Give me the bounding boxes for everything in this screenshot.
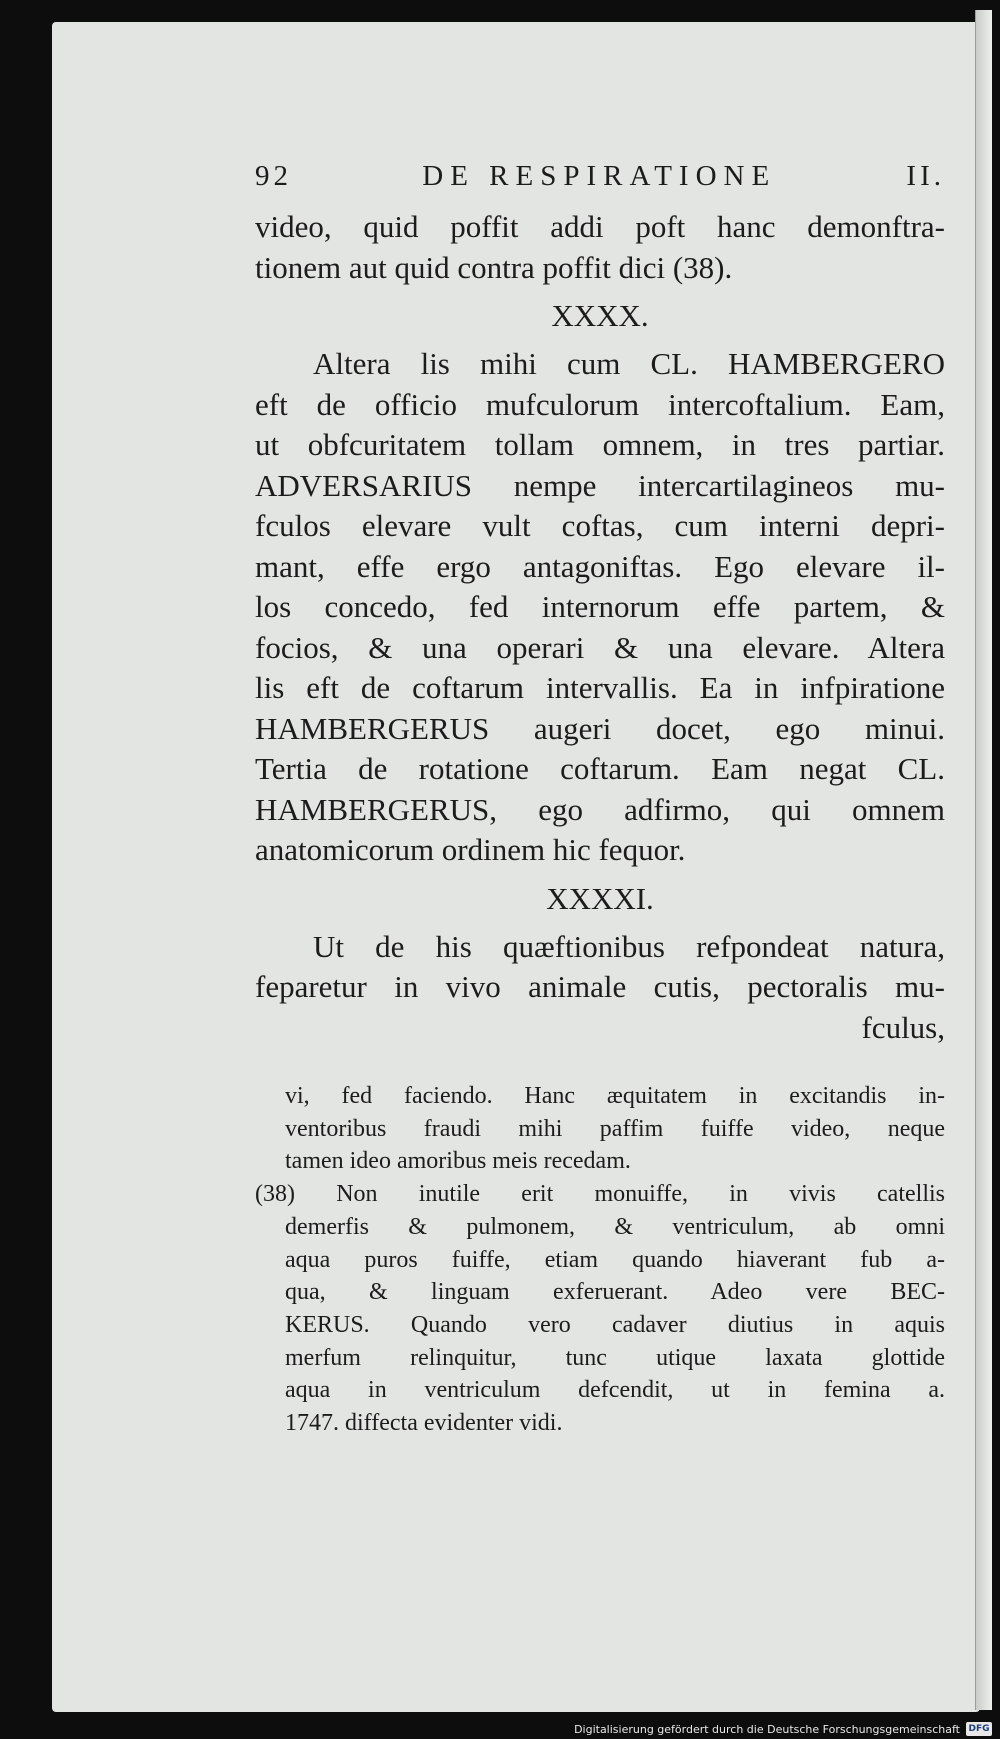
text-line: HAMBERGERUS augeri docet, ego minui. — [255, 710, 945, 746]
text-line: lis eft de coftarum intervallis. Ea in infpiratione — [255, 670, 945, 705]
text-line: focios, & una operari & una elevare. Altera — [255, 629, 945, 665]
text-block — [255, 160, 945, 1440]
text-line: los concedo, fed internorum effe partem, & — [255, 589, 945, 624]
page-edge — [975, 10, 992, 1710]
text-line: anatomicorum ordinem hic fequor. — [255, 832, 686, 867]
footnote-line: tamen ideo amoribus meis recedam. — [285, 1148, 631, 1175]
page-number: 92 — [255, 160, 292, 192]
text-line: Tertia de rotatione coftarum. Eam negat CL. — [255, 751, 945, 786]
text-line: video, quid poffit addi poft hanc demonftra- — [255, 209, 945, 244]
footnote-line: KERUS. Quando vero cadaver diutius in aquis — [285, 1311, 945, 1338]
footnote-line: 1747. diffecta evidenter vidi. — [285, 1410, 563, 1437]
section-heading: XXXX. — [551, 298, 649, 333]
text-line: fculus, — [861, 1009, 945, 1045]
text-line: eft de officio mufculorum intercoftalium. Eam, — [255, 386, 945, 422]
text-line: Ut de his quæftionibus refpondeat natura, — [313, 928, 945, 964]
footer-bar — [0, 1717, 1000, 1739]
footnote-line: ventoribus fraudi mihi paffim fuiffe video, neque — [285, 1115, 945, 1142]
text-line: feparetur in vivo animale cutis, pectoralis mu- — [255, 969, 945, 1004]
footnote-line: demerfis & pulmonem, & ventriculum, ab omni — [285, 1213, 945, 1240]
footnote-line: aqua puros fuiffe, etiam quando hiaverant fub a- — [285, 1246, 945, 1273]
text-line: tionem aut quid contra poffit dici (38). — [255, 249, 733, 285]
text-line: ut obfcuritatem tollam omnem, in tres partiar. — [255, 427, 945, 462]
footnote-line: aqua in ventriculum defcendit, ut in femina a. — [285, 1377, 945, 1404]
running-title: DE RESPIRATIONE — [422, 160, 777, 192]
text-line: mant, effe ergo antagoniftas. Ego elevare il- — [255, 548, 945, 584]
dfg-logo: DFG — [966, 1722, 992, 1736]
main-text — [255, 207, 945, 1048]
footnote-line: vi, fed faciendo. Hanc æquitatem in excitandis in- — [285, 1083, 945, 1109]
footnote-line: (38) Non inutile erit monuiffe, in vivis catellis — [255, 1181, 945, 1208]
book-number: II. — [906, 160, 945, 192]
section-heading: XXXXI. — [546, 880, 654, 916]
text-line: Altera lis mihi cum CL. HAMBERGERO — [313, 346, 945, 381]
digitization-credit: Digitalisierung gefördert durch die Deutsche Forschungsgemeinschaft — [574, 1723, 960, 1736]
footnote-line: qua, & linguam exferuerant. Adeo vere BEC- — [285, 1279, 945, 1306]
footnotes — [255, 1080, 945, 1440]
footnote-line: merfum relinquitur, tunc utique laxata glottide — [285, 1344, 945, 1371]
text-line: fculos elevare vult coftas, cum interni depri- — [255, 508, 945, 543]
running-head — [255, 160, 945, 193]
text-line: ADVERSARIUS nempe intercartilagineos mu- — [255, 467, 945, 503]
text-line: HAMBERGERUS, ego adfirmo, qui omnem — [255, 791, 945, 827]
